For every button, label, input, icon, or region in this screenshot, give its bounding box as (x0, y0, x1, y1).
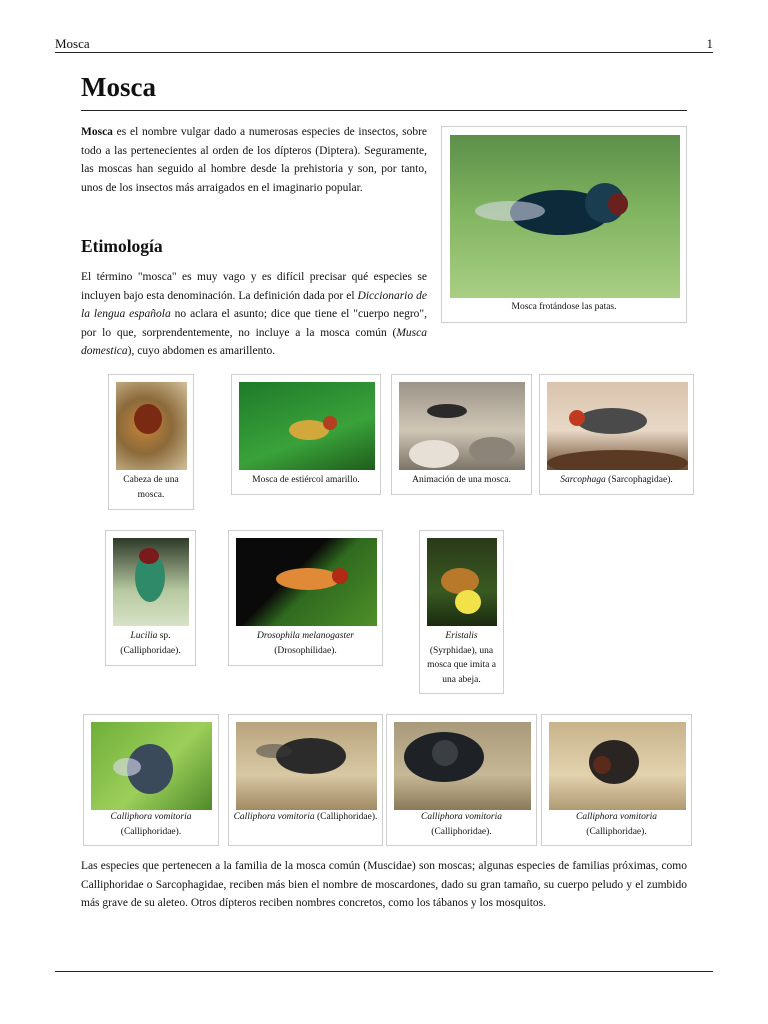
lead-figure-caption: Mosca frotándose las patas. (511, 302, 617, 312)
gallery-photo (547, 382, 688, 470)
gallery-item (231, 374, 381, 495)
gallery-caption: Lucilia sp. (Calliphoridae). (120, 631, 181, 656)
gallery-caption: Sarcophaga (Sarcophagidae). (560, 475, 673, 485)
gallery-item (391, 374, 532, 495)
footer-divider (55, 971, 713, 972)
gallery-item (228, 714, 383, 846)
gallery-photo (116, 382, 187, 470)
intro-paragraph (81, 123, 427, 197)
etymology-paragraph (81, 268, 427, 361)
gallery-item (83, 714, 219, 846)
gallery-item (228, 530, 383, 666)
lead-figure-photo (450, 135, 680, 298)
title-divider (81, 110, 687, 111)
gallery-caption: Calliphora vomitoria (Calliphoridae). (420, 812, 503, 837)
intro-text: es el nombre vulgar dado a numerosas especies de insectos, sobre todo a las pertenecientes al orden de los dípteros (Diptera). Seguramente, las moscas han seguido al hombre desde la prehistoria y son, por tanto, unos de los insectos más arraigados en el imaginario popular. (81, 126, 427, 194)
gallery-item (539, 374, 694, 495)
gallery-caption: Animación de una mosca. (412, 475, 511, 485)
gallery-caption: Calliphora vomitoria (Calliphoridae). (575, 812, 658, 837)
gallery-photo (91, 722, 212, 810)
lead-figure (441, 126, 687, 323)
gallery-photo (236, 722, 377, 810)
etym-italic-species: Musca domestica (81, 326, 427, 357)
closing-paragraph: Las especies que pertenecen a la familia de la mosca común (Muscidae) son moscas; algunas especies de familias próximas, como Calliphoridae o Sarcophagidae, reciben más bien el nombre de moscardones, dado su gran tamaño, su cuerpo peludo y el zumbido más grave de su aleteo. Otros dípteros reciben nombres concretos, como los tábanos y los mosquitos. (81, 860, 687, 909)
gallery-caption: Calliphora vomitoria (Calliphoridae). (110, 812, 192, 837)
gallery-item (419, 530, 504, 694)
intro-bold-term: Mosca (81, 126, 113, 138)
gallery-photo (427, 538, 497, 626)
gallery-caption: Calliphora vomitoria (Calliphoridae). (233, 812, 378, 822)
gallery-photo (394, 722, 531, 810)
gallery-photo (113, 538, 189, 626)
gallery-photo (399, 382, 525, 470)
gallery-caption: Mosca de estiércol amarillo. (252, 475, 360, 485)
page-number: 1 (706, 36, 713, 51)
etym-italic-dictionary: Diccionario de la lengua española (81, 289, 427, 320)
etym-text-2: no aclara el asunto; dice que tiene el "cuerpo negro", por lo que, sorprendentemente, no incluye a la mosca común ( (81, 308, 427, 339)
running-header-title: Mosca (55, 36, 90, 51)
gallery-caption: Drosophila melanogaster (Drosophilidae). (256, 631, 355, 656)
etym-text-3: ), cuyo abdomen es amarillento. (127, 345, 276, 357)
gallery-photo (549, 722, 686, 810)
gallery-caption: Cabeza de una mosca. (123, 475, 179, 500)
etym-text-1: El término "mosca" es muy vago y es difícil precisar qué especies se incluyen bajo esta denominación. La definición dada por el (81, 271, 427, 302)
article-title: Mosca (81, 72, 156, 102)
running-header (55, 34, 713, 53)
gallery-item (105, 530, 196, 666)
gallery-photo (239, 382, 375, 470)
gallery-photo (236, 538, 377, 626)
gallery-item (108, 374, 194, 510)
gallery-item (541, 714, 692, 846)
gallery-caption: Eristalis (Syrphidae), una mosca que imita a una abeja. (427, 631, 496, 685)
section-heading-etimologia: Etimología (81, 236, 163, 256)
gallery-item (386, 714, 537, 846)
